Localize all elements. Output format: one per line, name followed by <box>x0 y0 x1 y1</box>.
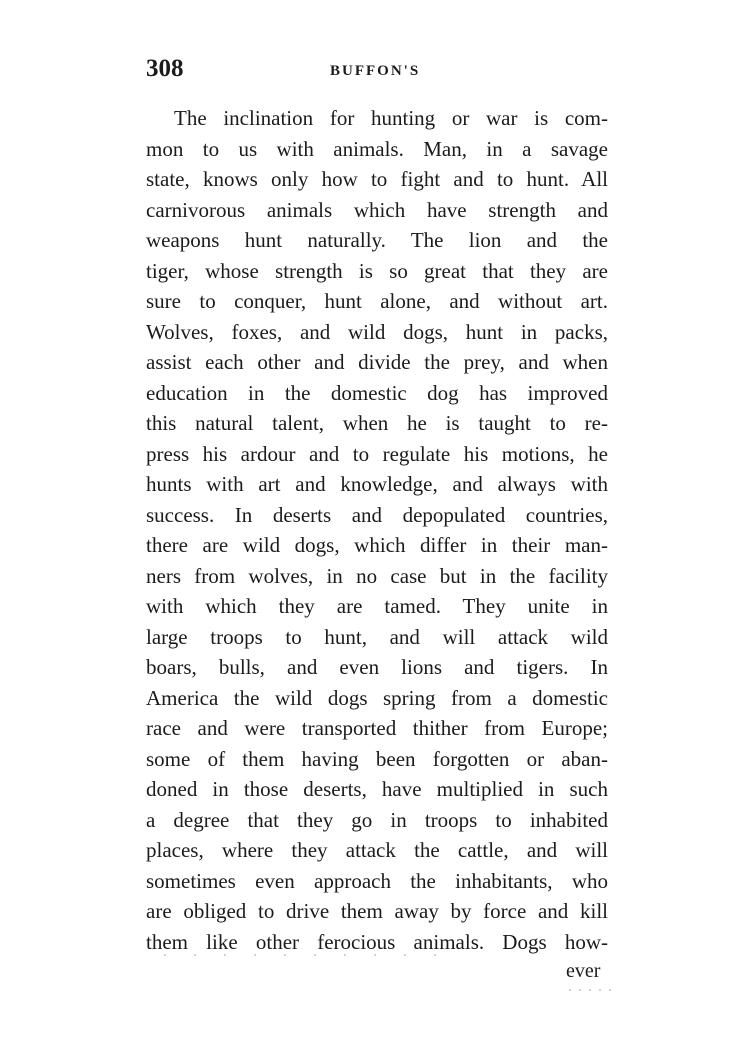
text-line: education in the domestic dog has improved <box>146 380 608 405</box>
text-line: hunts with art and knowledge, and always with <box>146 472 608 496</box>
text-line: carnivorous animals which have strength and <box>146 197 608 222</box>
text-line: race and were transported thither from Europe; <box>146 716 608 740</box>
text-line: some of them having been forgotten or aban- <box>146 746 608 771</box>
print-speckle <box>565 988 615 992</box>
text-line: state, knows only how to fight and to hunt. All <box>146 167 608 191</box>
body-text <box>146 103 608 957</box>
text-line: weapons hunt naturally. The lion and the <box>146 228 608 252</box>
text-line: sure to conquer, hunt alone, and without art. <box>146 289 608 313</box>
text-line: sometimes even approach the inhabitants, who <box>146 868 608 893</box>
running-head: BUFFON'S <box>330 63 421 79</box>
text-line: mon to us with animals. Man, in a savage <box>146 136 608 161</box>
text-line: places, where they attack the cattle, and will <box>146 838 608 862</box>
text-line: them like other ferocious animals. Dogs how- <box>146 929 608 954</box>
text-line: doned in those deserts, have multiplied in such <box>146 777 608 801</box>
text-line: assist each other and divide the prey, and when <box>146 350 608 374</box>
text-line: tiger, whose strength is so great that they are <box>146 258 608 283</box>
text-line: there are wild dogs, which differ in their man- <box>146 533 608 557</box>
text-line: with which they are tamed. They unite in <box>146 594 608 618</box>
page-number: 308 <box>146 55 184 82</box>
text-line: are obliged to drive them away by force and kill <box>146 899 608 923</box>
text-line: large troops to hunt, and will attack wild <box>146 624 608 649</box>
text-line: Wolves, foxes, and wild dogs, hunt in packs, <box>146 319 608 344</box>
text-line: boars, bulls, and even lions and tigers. In <box>146 655 608 679</box>
text-line: a degree that they go in troops to inhabited <box>146 807 608 832</box>
text-line: America the wild dogs spring from a domestic <box>146 685 608 710</box>
page-header <box>146 55 616 89</box>
text-line: success. In deserts and depopulated countries, <box>146 502 608 527</box>
catchword: ever <box>566 960 601 982</box>
print-speckle <box>150 952 450 958</box>
text-line: this natural talent, when he is taught to re- <box>146 411 608 435</box>
text-line: press his ardour and to regulate his motions, he <box>146 441 608 466</box>
text-line: ners from wolves, in no case but in the facility <box>146 563 608 588</box>
text-line: The inclination for hunting or war is com- <box>174 106 608 130</box>
